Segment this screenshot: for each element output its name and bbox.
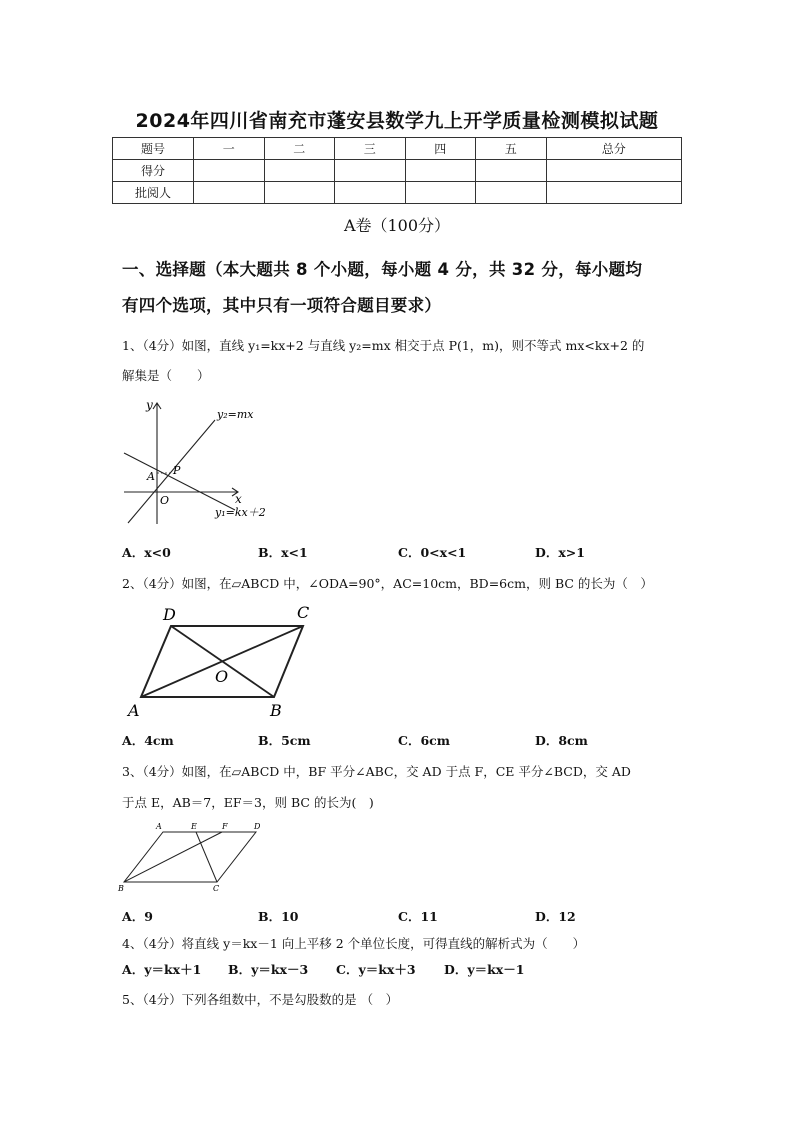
- score-table-cell: 二: [264, 138, 335, 160]
- score-input-cell: [194, 160, 265, 182]
- section1-heading-line1: 一、选择题（本大题共 8 个小题，每小题 4 分，共 32 分，每小题均: [122, 260, 643, 279]
- q3-label-e: E: [191, 822, 197, 831]
- score-input-cell: [194, 182, 265, 204]
- q1-option-d: D．x>1: [535, 545, 585, 560]
- q3-label-a: A: [156, 822, 162, 831]
- score-input-cell: [476, 182, 547, 204]
- score-row-label: 批阅人: [113, 182, 194, 204]
- q2-label-d: D: [163, 605, 176, 624]
- q3-label-f: F: [222, 822, 228, 831]
- q2-figure: [122, 598, 322, 723]
- score-input-cell: [264, 182, 335, 204]
- score-table-row: [113, 160, 682, 182]
- q2-label-c: C: [297, 603, 310, 622]
- q4-option-b: B．y＝kx－3: [228, 962, 309, 977]
- q3-parallelogram: [124, 832, 256, 882]
- q1-label-y2: y₂=mx: [217, 408, 254, 421]
- score-table-cell: 题号: [113, 138, 194, 160]
- score-table-header-row: [113, 138, 682, 160]
- q1-label-y: y: [146, 398, 153, 412]
- score-input-cell: [405, 160, 476, 182]
- score-table-cell: 一: [194, 138, 265, 160]
- exam-title: 2024年四川省南充市蓬安县数学九上开学质量检测模拟试题: [135, 110, 659, 132]
- q2-label-b: B: [270, 701, 282, 720]
- q1-label-x: x: [235, 492, 242, 506]
- q5-text-line1: 5、（4分）下列各组数中，不是勾股数的是 （ ）: [122, 992, 399, 1007]
- q3-figure: [116, 818, 266, 896]
- score-table: [112, 137, 682, 204]
- score-input-cell: [476, 160, 547, 182]
- score-table-cell: 五: [476, 138, 547, 160]
- q1-option-b: B．x<1: [258, 545, 308, 560]
- score-input-cell: [546, 182, 682, 204]
- q2-label-o: O: [215, 667, 229, 686]
- q4-option-a: A．y＝kx＋1: [122, 962, 202, 977]
- q1-label-p: P: [173, 464, 181, 477]
- q2-label-a: A: [128, 701, 140, 720]
- q1-option-c: C．0<x<1: [398, 545, 467, 560]
- q2-option-b: B．5cm: [258, 733, 311, 748]
- score-table-row: [113, 182, 682, 204]
- q1-text-line2: 解集是（ ）: [122, 368, 210, 383]
- q1-label-o: O: [160, 494, 170, 507]
- score-table-cell: 三: [335, 138, 406, 160]
- q3-segment-bf: [124, 832, 222, 882]
- score-input-cell: [405, 182, 476, 204]
- q1-label-a: A: [147, 470, 155, 483]
- q4-option-d: D．y＝kx－1: [444, 962, 525, 977]
- q2-option-d: D．8cm: [535, 733, 588, 748]
- q3-label-c: C: [213, 884, 220, 893]
- score-table-cell: 四: [405, 138, 476, 160]
- score-input-cell: [335, 182, 406, 204]
- q3-label-d: D: [254, 822, 261, 831]
- q1-line-y2: [128, 420, 215, 523]
- q3-label-b: B: [118, 884, 124, 893]
- q3-text-line1: 3、（4分）如图，在▱ABCD 中，BF 平分∠ABC，交 AD 于点 F，CE 平分∠BCD，交 AD: [122, 764, 631, 779]
- q1-text-line1: 1、（4分）如图，直线 y₁=kx+2 与直线 y₂=mx 相交于点 P(1，m)，则不等式 mx<kx+2 的: [122, 338, 645, 353]
- score-row-label: 得分: [113, 160, 194, 182]
- score-table-cell: 总分: [546, 138, 682, 160]
- q3-text-line2: 于点 E，AB＝7，EF＝3，则 BC 的长为( ): [122, 795, 374, 810]
- q4-option-c: C．y＝kx＋3: [336, 962, 416, 977]
- q3-option-c: C．11: [398, 909, 438, 924]
- q2-option-c: C．6cm: [398, 733, 450, 748]
- q3-option-a: A．9: [122, 909, 153, 924]
- q2-option-a: A．4cm: [122, 733, 174, 748]
- q3-option-d: D．12: [535, 909, 576, 924]
- q1-label-y1: y₁=kx＋2: [215, 506, 266, 519]
- q2-diagonal-bd: [171, 626, 274, 697]
- q1-figure: [118, 393, 278, 529]
- section1-heading-line2: 有四个选项，其中只有一项符合题目要求）: [122, 296, 442, 315]
- score-input-cell: [264, 160, 335, 182]
- q3-option-b: B．10: [258, 909, 299, 924]
- q4-text-line1: 4、（4分）将直线 y＝kx－1 向上平移 2 个单位长度，可得直线的解析式为（ ）: [122, 936, 586, 951]
- score-input-cell: [546, 160, 682, 182]
- q1-option-a: A．x<0: [122, 545, 171, 560]
- q2-text-line1: 2、（4分）如图，在▱ABCD 中，∠ODA=90°，AC=10cm，BD=6cm，则 BC 的长为（ ）: [122, 576, 653, 591]
- section-a-heading: A卷（100分）: [343, 216, 451, 235]
- score-input-cell: [335, 160, 406, 182]
